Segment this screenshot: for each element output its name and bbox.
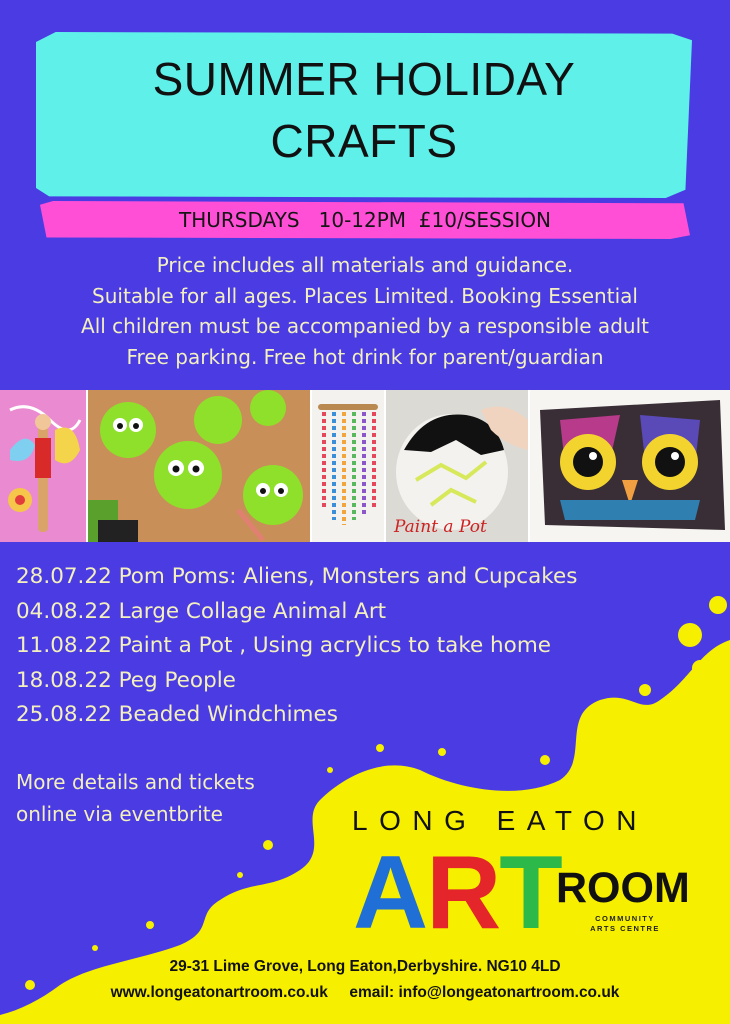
schedule-list <box>16 560 577 733</box>
info-line: Free parking. Free hot drink for parent/guardian <box>126 344 604 369</box>
info-block <box>0 250 730 372</box>
logo-art-r: R <box>426 835 500 951</box>
schedule-item: 18.08.22 Peg People <box>16 667 236 693</box>
schedule-item: 28.07.22 Pom Poms: Aliens, Monsters and Cupcakes <box>16 564 578 589</box>
schedule-item: 25.08.22 Beaded Windchimes <box>16 702 338 727</box>
more-details-line-2: online via eventbrite <box>16 802 223 826</box>
peg-person-photo <box>0 390 86 542</box>
more-details <box>16 766 255 830</box>
session-info: THURSDAYS 10-12PM £10/SESSION <box>178 208 552 232</box>
info-line: All children must be accompanied by a responsible adult <box>81 314 649 338</box>
paint-a-pot-caption: Paint a Pot <box>394 517 487 537</box>
logo-long-eaton: LONG EATON <box>352 805 649 836</box>
schedule-item: 04.08.22 Large Collage Animal Art <box>16 598 387 624</box>
info-line: Price includes all materials and guidance. <box>156 253 574 277</box>
more-details-line-1: More details and tickets <box>16 770 255 794</box>
page-title <box>36 48 692 172</box>
pom-pom-aliens-photo <box>88 390 310 542</box>
contact-info: www.longeatonartroom.co.uk email: info@longeatonartroom.co.uk <box>110 984 620 1001</box>
paint-a-pot-photo <box>386 390 528 542</box>
title-line-2: CRAFTS <box>270 115 458 167</box>
collage-owl-photo <box>530 390 730 542</box>
logo-community-arts-centre <box>575 914 675 934</box>
title-line-1: SUMMER HOLIDAY <box>152 53 576 105</box>
logo-community-line-2: ARTS CENTRE <box>590 924 660 933</box>
schedule-item: 11.08.22 Paint a Pot , Using acrylics to take home <box>16 633 552 658</box>
logo-art <box>353 835 561 951</box>
address: 29-31 Lime Grove, Long Eaton,Derbyshire. NG10 4LD <box>169 958 561 975</box>
beaded-windchime-photo <box>312 390 384 542</box>
info-line: Suitable for all ages. Places Limited. Booking Essential <box>92 283 638 308</box>
logo-art-a: A <box>353 835 427 951</box>
logo-community-line-1: COMMUNITY <box>595 914 655 923</box>
photo-strip <box>0 390 730 542</box>
logo-room: ROOM <box>556 864 690 912</box>
logo-art-t: T <box>499 835 561 951</box>
